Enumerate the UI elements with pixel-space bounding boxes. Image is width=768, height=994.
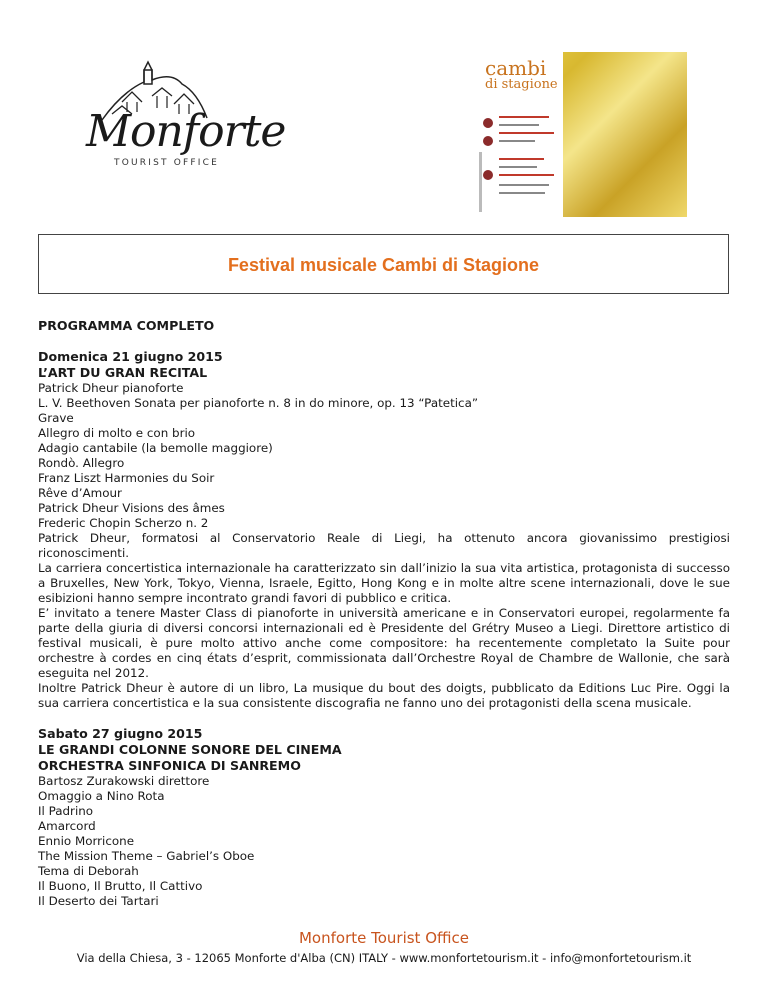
sponsor-logo-icon bbox=[483, 118, 493, 128]
event1-paragraph: La carriera concertistica internazionale ha caratterizzato sin dall’inizio la sua vita artistica, protagonista di successo a Bruxelles, New York, Tokyo, Vienna, Israele, Egitto, Hong Kong e in molte altre scene internazionali, dove le sue esibizioni hanno sempre incontrato grandi favori di pubblico e critica. bbox=[38, 561, 730, 605]
event1-line: Rondò. Allegro bbox=[38, 456, 125, 470]
page-title: Festival musicale Cambi di Stagione bbox=[227, 255, 540, 275]
poster-text-line bbox=[499, 158, 544, 160]
program-content bbox=[38, 318, 730, 909]
poster-text-line bbox=[499, 116, 549, 118]
event1-line: Patrick Dheur pianoforte bbox=[38, 381, 184, 395]
title-box bbox=[38, 234, 729, 294]
poster-text-panel bbox=[477, 52, 563, 217]
event1-line: Rêve d’Amour bbox=[38, 486, 122, 500]
event1-line: Franz Liszt Harmonies du Soir bbox=[38, 471, 215, 485]
logo-wordmark: Monforte bbox=[86, 106, 286, 157]
logo-subtitle: TOURIST OFFICE bbox=[114, 158, 220, 168]
event1-paragraph: Patrick Dheur, formatosi al Conservatorio Reale di Liegi, ha ottenuto ancora giovanissimo prestigiosi riconoscimenti. bbox=[38, 531, 730, 560]
footer-office: Monforte Tourist Office bbox=[298, 929, 469, 947]
poster-text-line bbox=[499, 132, 554, 134]
monforte-logo bbox=[82, 52, 286, 172]
poster-vertical-text bbox=[479, 152, 482, 212]
poster-text-line bbox=[499, 166, 537, 168]
sponsor-logo-icon bbox=[483, 170, 493, 180]
event2-line: Ennio Morricone bbox=[38, 834, 135, 848]
event2-line: Il Padrino bbox=[38, 804, 94, 818]
event2-line: Omaggio a Nino Rota bbox=[38, 789, 165, 803]
event1-paragraph: E’ invitato a tenere Master Class di pianoforte in università americane e in Conservatori europei, regolarmente fa parte della giuria di diversi concorsi internazionali ed è Presidente del Grétry Museo a Liegi. Direttore artistico di festival musicali, è pure molto attivo anche come compositore: ha recentemente completato la Suite pour orchestre à cordes en cinq états d’esprit, commissionata dall’Orchestre Royal de Chambre de Wallonie, che sarà eseguita nel 2012. bbox=[38, 606, 730, 680]
footer-address: Via della Chiesa, 3 - 12065 Monforte d'Alba (CN) ITALY - www.monfortetourism.it - info@monfortetourism.it bbox=[76, 951, 692, 965]
poster-title-line2: di stagione bbox=[485, 77, 558, 92]
event2-line: Bartosz Zurakowski direttore bbox=[38, 774, 210, 788]
event1-name: L’ART DU GRAN RECITAL bbox=[38, 365, 208, 380]
poster-text-line bbox=[499, 192, 545, 194]
poster-text-line bbox=[499, 124, 539, 126]
event1-line: Patrick Dheur Visions des âmes bbox=[38, 501, 225, 515]
event1-paragraph: Inoltre Patrick Dheur è autore di un libro, La musique du bout des doigts, pubblicato da Editions Luc Pire. Oggi la sua carriera concertistica e la sua consistente discografia ne fanno uno dei protagonisti della scena musicale. bbox=[38, 681, 730, 710]
poster-text-line bbox=[499, 184, 549, 186]
event1-line: Allegro di molto e con brio bbox=[38, 426, 196, 440]
poster-text-line bbox=[499, 174, 554, 176]
sponsor-logo-icon bbox=[483, 136, 493, 146]
event2-line: Il Deserto dei Tartari bbox=[38, 894, 159, 908]
event1-line: Grave bbox=[38, 411, 74, 425]
event2-line: Tema di Deborah bbox=[38, 864, 139, 878]
event1-line: Frederic Chopin Scherzo n. 2 bbox=[38, 516, 209, 530]
poster-title-line1: cambi bbox=[485, 56, 547, 80]
festival-poster-image bbox=[477, 52, 687, 217]
event1-line: Adagio cantabile (la bemolle maggiore) bbox=[38, 441, 273, 455]
event2-date: Sabato 27 giugno 2015 bbox=[38, 726, 203, 741]
event2-line: Il Buono, Il Brutto, Il Cattivo bbox=[38, 879, 203, 893]
program-heading: PROGRAMMA COMPLETO bbox=[38, 318, 215, 333]
event1-line: L. V. Beethoven Sonata per pianoforte n. 8 in do minore, op. 13 “Patetica” bbox=[38, 396, 479, 410]
poster-text-line bbox=[499, 140, 535, 142]
event2-line: Amarcord bbox=[38, 819, 96, 833]
event2-name: LE GRANDI COLONNE SONORE DEL CINEMA bbox=[38, 742, 342, 757]
event2-line: The Mission Theme – Gabriel’s Oboe bbox=[38, 849, 255, 863]
event1-date: Domenica 21 giugno 2015 bbox=[38, 349, 223, 364]
event2-orchestra: ORCHESTRA SINFONICA DI SANREMO bbox=[38, 758, 301, 773]
